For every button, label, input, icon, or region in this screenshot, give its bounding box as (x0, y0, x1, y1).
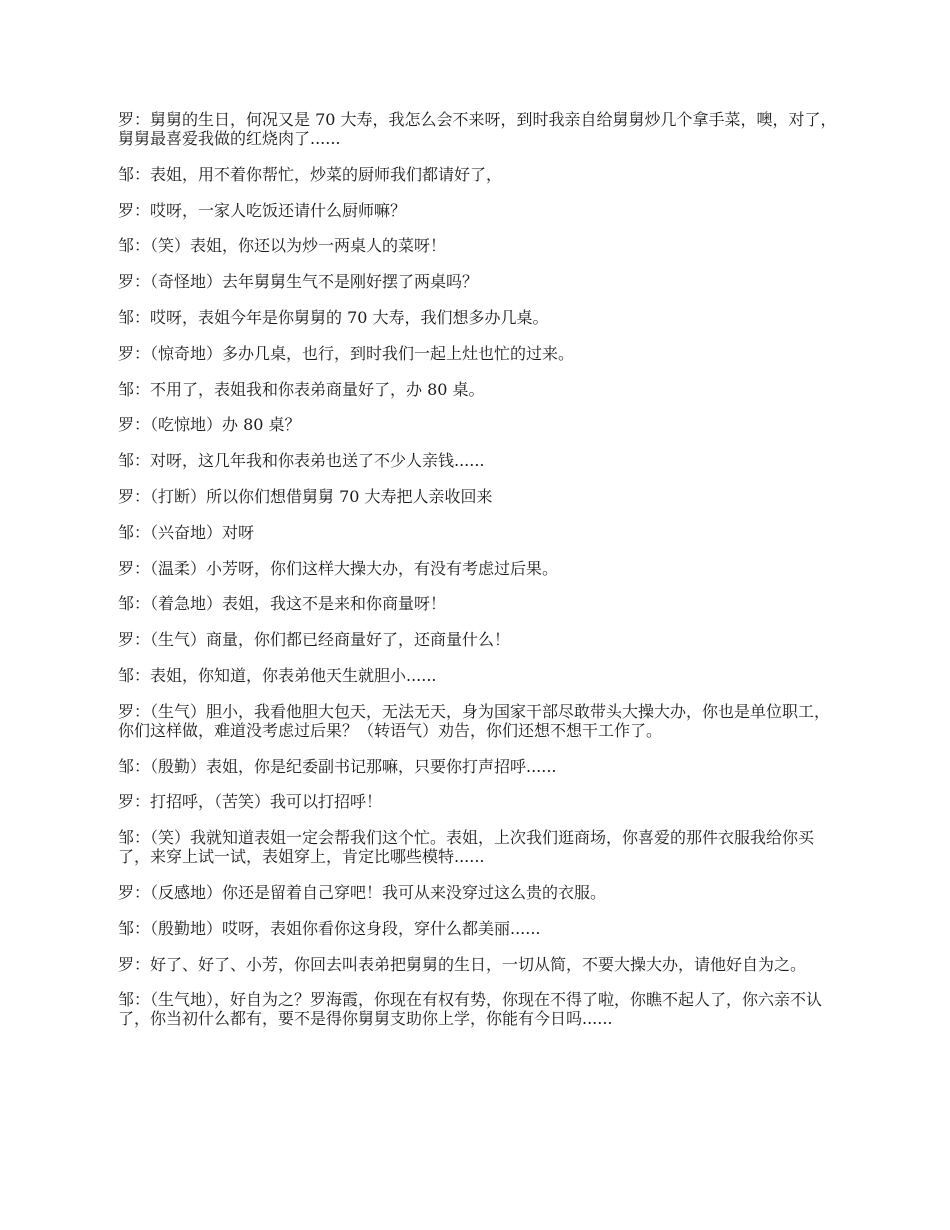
dialogue-line: 罗：好了、好了、小芳，你回去叫表弟把舅舅的生日，一切从简，不要大操大办，请他好自为之。 (118, 954, 807, 974)
dialogue-line: 罗：（惊奇地）多办几桌，也行，到时我们一起上灶也忙的过来。 (118, 343, 575, 363)
dialogue-line: 邹：表姐，你知道，你表弟他天生就胆小...... (118, 665, 437, 685)
dialogue-line: 邹：（着急地）表姐，我这不是来和你商量呀！ (118, 594, 447, 614)
dialogue-line: 邹：对呀，这几年我和你表弟也送了不少人亲钱...... (118, 451, 485, 471)
dialogue-line: 邹：（生气地），好自为之？罗海霞，你现在有权有势，你现在不得了啦，你瞧不起人了，你六亲不认了，你当初什么都有，要不是得你舅舅支助你上学，你能有今日吗...... (118, 990, 823, 1029)
script-page (118, 110, 840, 1045)
dialogue-line: 邹：表姐，用不着你帮忙，炒菜的厨师我们都请好了， (118, 164, 503, 184)
dialogue-line: 罗：（生气）胆小，我看他胆大包天，无法无天，身为国家干部尽敢带头大操大办，你也是单位职工，你们这样做，难道没考虑过后果？（转语气）劝告，你们还想不想干工作了。 (118, 701, 831, 740)
dialogue-line: 罗：舅舅的生日，何况又是 70 大寿，我怎么会不来呀，到时我亲自给舅舅炒几个拿手菜，噢，对了，舅舅最喜爱我做的红烧肉了...... (118, 110, 837, 148)
dialogue-line: 罗：（反感地）你还是留着自己穿吧！我可从来没穿过这么贵的衣服。 (118, 882, 607, 902)
dialogue-line: 邹：（殷勤地）哎呀，表姐你看你这身段，穿什么都美丽...... (118, 918, 541, 938)
dialogue-line: 罗：（生气）商量，你们都已经商量好了，还商量什么！ (118, 630, 511, 650)
dialogue-line: 邹：（殷勤）表姐，你是纪委副书记那嘛，只要你打声招呼...... (118, 756, 557, 776)
dialogue-line: 邹：（笑）我就知道表姐一定会帮我们这个忙。表姐，上次我们逛商场，你喜爱的那件衣服我给你买了，来穿上试一试，表姐穿上，肯定比哪些模特...... (118, 828, 815, 867)
dialogue-line: 邹：哎呀，表姐今年是你舅舅的 70 大寿，我们想多办几桌。 (118, 307, 549, 327)
dialogue-line: 罗：哎呀，一家人吃饭还请什么厨师嘛？ (118, 200, 407, 220)
dialogue-line: 邹：（兴奋地）对呀 (118, 522, 255, 542)
dialogue-line: 罗：（奇怪地）去年舅舅生气不是刚好摆了两桌吗？ (118, 272, 479, 292)
dialogue-line: 罗：（温柔）小芳呀，你们这样大操大办，有没有考虑过后果。 (118, 558, 559, 578)
dialogue-line: 邹：（笑）表姐，你还以为炒一两桌人的菜呀！ (118, 236, 447, 256)
dialogue-line: 邹：不用了，表姐我和你表弟商量好了，办 80 桌。 (118, 379, 485, 399)
dialogue-line: 罗：（吃惊地）办 80 桌？ (118, 415, 301, 435)
dialogue-line: 罗：（打断）所以你们想借舅舅 70 大寿把人亲收回来 (118, 486, 493, 506)
dialogue-line: 罗：打招呼，（苦笑）我可以打招呼！ (118, 792, 383, 812)
